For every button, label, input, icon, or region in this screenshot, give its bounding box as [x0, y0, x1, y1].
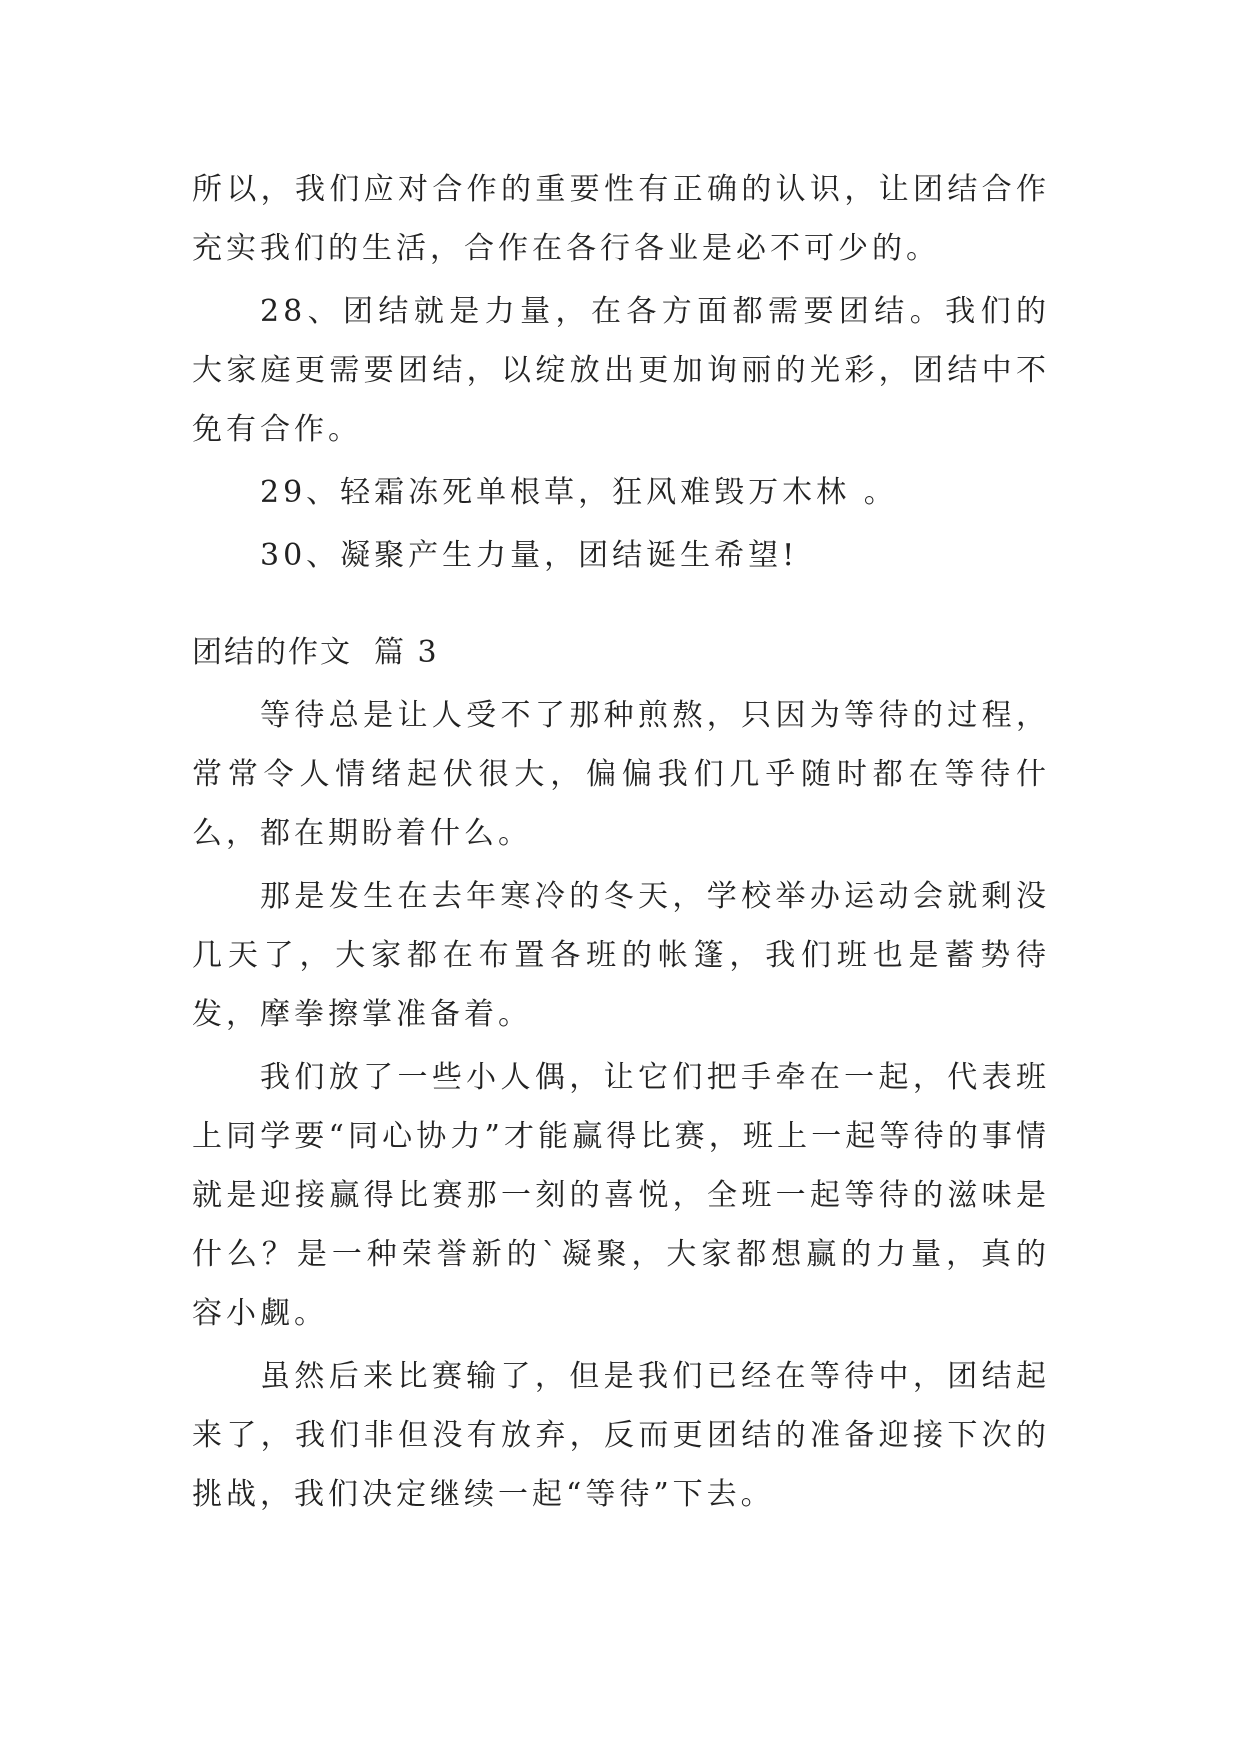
- paragraph-intro-continuation: 所以，我们应对合作的重要性有正确的认识，让团结合作充实我们的生活，合作在各行各业是必不可少的。: [192, 172, 1050, 266]
- essay-paragraph-2: 那是发生在去年寒冷的冬天，学校举办运动会就剩没几天了，大家都在布置各班的帐篷，我们班也是蓄势待发，摩拳擦掌准备着。: [192, 879, 1050, 1032]
- essay-paragraph-3: 我们放了一些小人偶，让它们把手牵在一起，代表班上同学要“同心协力”才能赢得比赛，班上一起等待的事情就是迎接赢得比赛那一刻的喜悦，全班一起等待的滋味是什么？是一种荣誉新的`凝聚，大家都想赢的力量，真的容小觑。: [192, 1060, 1050, 1331]
- section-heading: [192, 623, 1050, 682]
- document-body: [192, 160, 1050, 1528]
- paragraph-item-30: 30、凝聚产生力量，团结诞生希望!: [260, 538, 799, 573]
- essay-paragraph-4: 虽然后来比赛输了，但是我们已经在等待中，团结起来了，我们非但没有放弃，反而更团结的准备迎接下次的挑战，我们决定继续一起“等待”下去。: [192, 1359, 1050, 1512]
- essay-paragraph-1: 等待总是让人受不了那种煎熬，只因为等待的过程，常常令人情绪起伏很大，偏偏我们几乎随时都在等待什么，都在期盼着什么。: [192, 698, 1050, 851]
- paragraph-item-29: 29、轻霜冻死单根草，狂风难毁万木林 。: [260, 475, 898, 510]
- section-title: 团结的作文: [192, 635, 352, 670]
- section-part-label: 篇 3: [374, 635, 439, 670]
- paragraph-item-28: 28、团结就是力量，在各方面都需要团结。我们的大家庭更需要团结，以绽放出更加询丽的光彩，团结中不免有合作。: [192, 294, 1050, 447]
